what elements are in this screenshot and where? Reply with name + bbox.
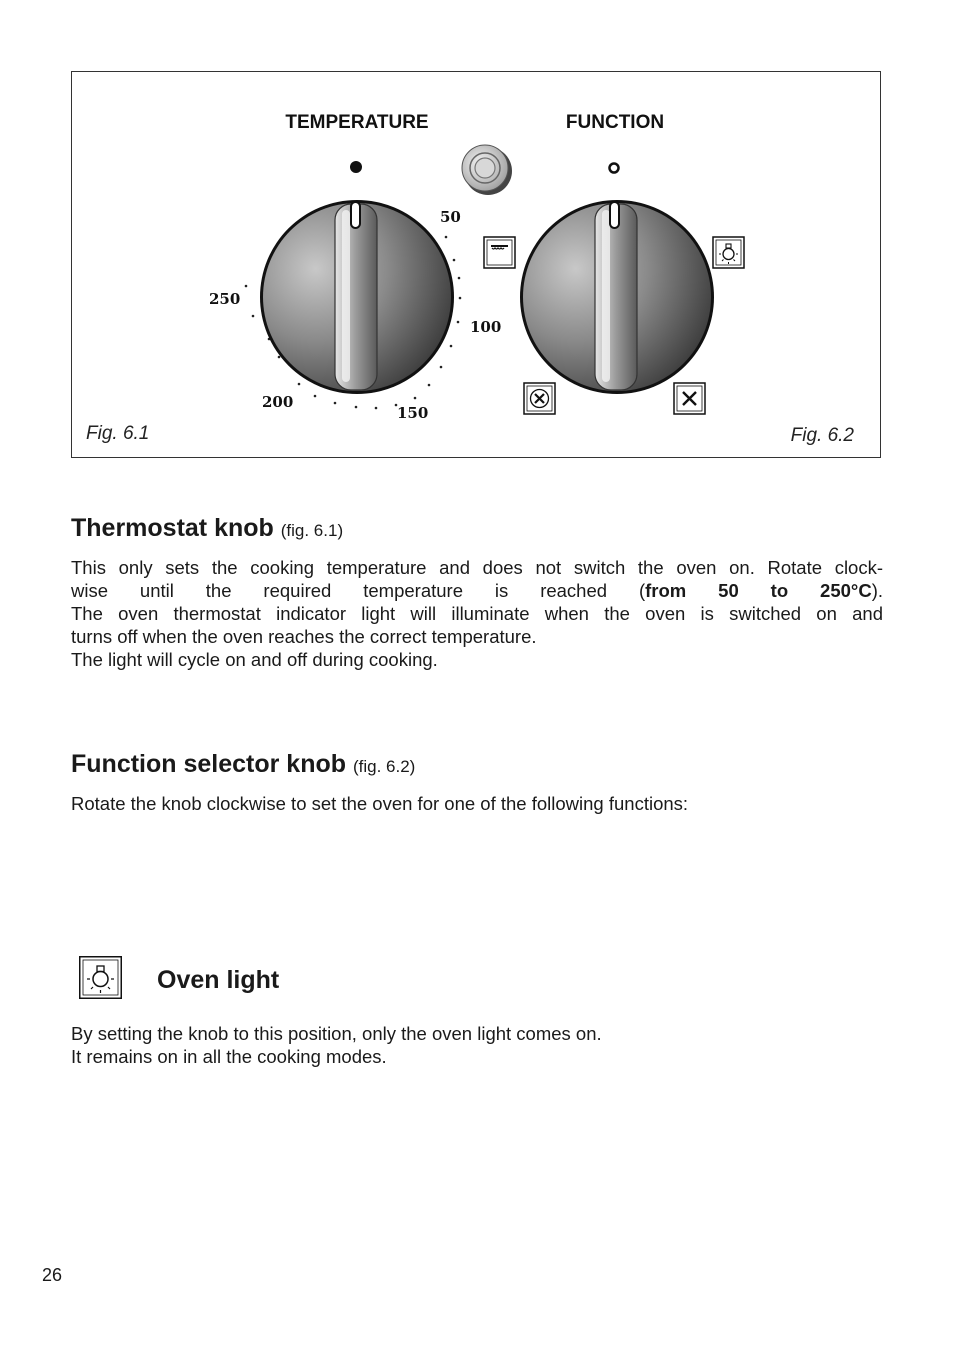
- function-label: FUNCTION: [565, 112, 665, 133]
- temp-tick-150: 150: [397, 404, 429, 422]
- temp-tick-50: 50: [440, 208, 461, 226]
- static-oven-icon: [484, 237, 515, 268]
- function-selector-heading: [71, 750, 415, 779]
- thermostat-line-2-pre: wise until the required temperature is reached (: [71, 580, 646, 601]
- knobs-illustration: [72, 72, 882, 459]
- oven-light-title: Oven light: [157, 966, 280, 994]
- thermostat-line-3: The oven thermostat indicator light will illuminate when the oven is switched on and: [71, 603, 883, 624]
- oven-light-icon: [713, 237, 744, 268]
- thermostat-description: [71, 556, 883, 671]
- control-panel-figure: [71, 71, 881, 458]
- temp-tick-250: 250: [209, 290, 241, 308]
- oven-light-line-2: It remains on in all the cooking modes.: [71, 1046, 387, 1067]
- function-knob: [520, 200, 714, 394]
- oven-light-line-1: By setting the knob to this position, only the oven light comes on.: [71, 1023, 602, 1044]
- oven-on-indicator-light: [610, 164, 619, 173]
- temp-tick-200: 200: [262, 393, 294, 411]
- thermostat-line-1: This only sets the cooking temperature and does not switch the oven on. Rotate clock-: [71, 557, 883, 578]
- temperature-range: from 50 to 250°C: [645, 580, 872, 601]
- thermostat-line-5: The light will cycle on and off during cooking.: [71, 649, 438, 670]
- thermostat-knob-title: Thermostat knob: [71, 514, 274, 542]
- thermostat-line-2-post: ).: [871, 580, 883, 601]
- function-selector-title: Function selector knob: [71, 750, 347, 778]
- thermostat-indicator-light: [350, 161, 362, 173]
- function-selector-description: [71, 792, 883, 815]
- figure-caption-6-2: Fig. 6.2: [790, 425, 854, 446]
- thermostat-line-2: [71, 579, 883, 602]
- function-selector-fig-ref: (fig. 6.2): [352, 757, 416, 776]
- temp-tick-100: 100: [470, 318, 502, 336]
- defrost-fan-icon: [524, 383, 555, 414]
- figure-caption-6-1: Fig. 6.1: [86, 423, 150, 444]
- oven-light-description: [71, 1022, 883, 1068]
- grill-fan-icon: [674, 383, 705, 414]
- temperature-label: TEMPERATURE: [285, 112, 429, 133]
- thermostat-fig-ref: (fig. 6.1): [280, 521, 344, 540]
- oven-light-icon: [79, 956, 122, 999]
- function-selector-text: Rotate the knob clockwise to set the oven for one of the following functions:: [71, 793, 689, 814]
- thermostat-line-4: turns off when the oven reaches the correct temperature.: [71, 626, 537, 647]
- thermostat-knob-heading: [71, 514, 343, 543]
- page-number: 26: [42, 1265, 63, 1285]
- center-push-button: [462, 145, 512, 195]
- temperature-knob: [260, 200, 454, 394]
